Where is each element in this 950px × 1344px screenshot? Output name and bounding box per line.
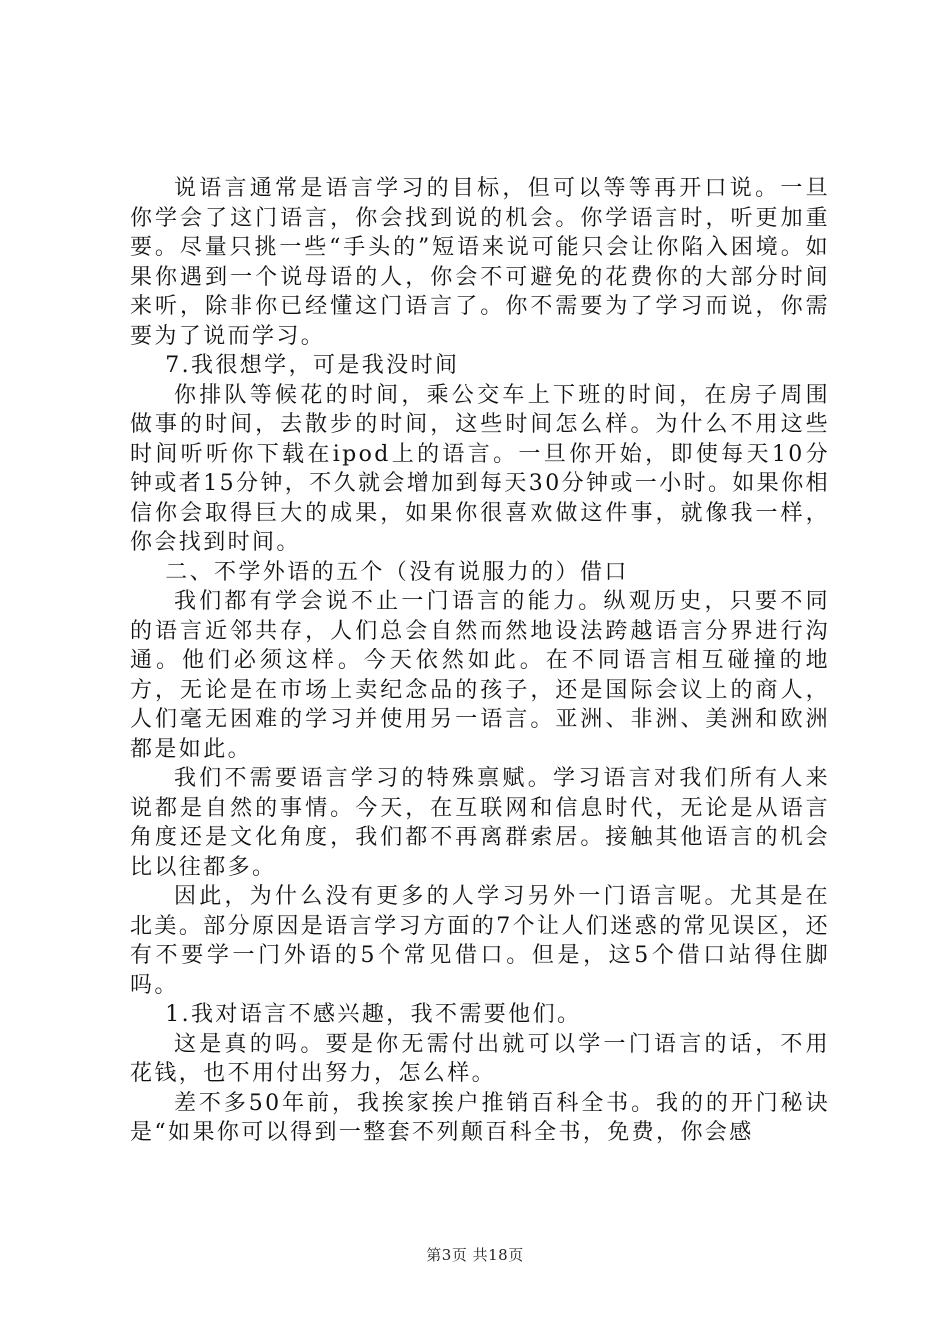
page-footer: 第3页 共18页	[426, 1246, 524, 1264]
paragraph-is-it-true: 这是真的吗。要是你无需付出就可以学一门语言的话，不用花钱，也不用付出努力，怎么样。	[130, 1031, 830, 1086]
paragraph-language-ability: 我们都有学会说不止一门语言的能力。纵观历史，只要不同的语言近邻共存，人们总会自然而然地设法跨越语言分界进行沟通。他们必须这样。今天依然如此。在不同语言相互碰撞的地方，无论是在市场上卖纪念品的孩子，还是国际会议上的商人，人们毫无困难的学习并使用另一语言。亚洲、非洲、美洲和欧洲都是如此。	[130, 589, 830, 762]
heading-no-time: 7.我很想学，可是我没时间	[165, 353, 460, 378]
paragraph-finding-time: 你排队等候花的时间，乘公交车上下班的时间，在房子周围做事的时间，去散步的时间，这些时间怎么样。为什么不用这些时间听听你下载在ipod上的语言。一旦你开始，即使每天10分钟或者15分钟，不久就会增加到每天30分钟或一小时。如果你相信你会取得巨大的成果，如果你很喜欢做这件事，就像我一样，你会找到时间。	[130, 382, 830, 555]
heading-five-excuses: 二、不学外语的五个（没有说服力的）借口	[165, 559, 629, 585]
document-body	[130, 174, 830, 1148]
paragraph-encyclopedia: 差不多50年前，我挨家挨户推销百科全书。我的的开门秘诀是“如果你可以得到一整套不列颠百科全书，免费，你会感	[130, 1090, 830, 1145]
paragraph-speaking-goal: 说语言通常是语言学习的目标，但可以等等再开口说。一旦你学会了这门语言，你会找到说的机会。你学语言时，听更加重要。尽量只挑一些“手头的”短语来说可能只会让你陷入困境。如果你遇到一个说母语的人，你会不可避免的花费你的大部分时间来听，除非你已经懂这门语言了。你不需要为了学习而说，你需要为了说而学习。	[130, 176, 830, 349]
heading-not-interested: 1.我对语言不感兴趣，我不需要他们。	[165, 1002, 582, 1027]
paragraph-no-special-talent: 我们不需要语言学习的特殊禀赋。学习语言对我们所有人来说都是自然的事情。今天，在互联网和信息时代，无论是从语言角度还是文化角度，我们都不再离群索居。接触其他语言的机会比以往都多。	[130, 766, 830, 880]
paragraph-why-not-more: 因此，为什么没有更多的人学习另外一门语言呢。尤其是在北美。部分原因是语言学习方面的7个让人们迷惑的常见误区，还有不要学一门外语的5个常见借口。但是，这5个借口站得住脚吗。	[130, 884, 830, 998]
